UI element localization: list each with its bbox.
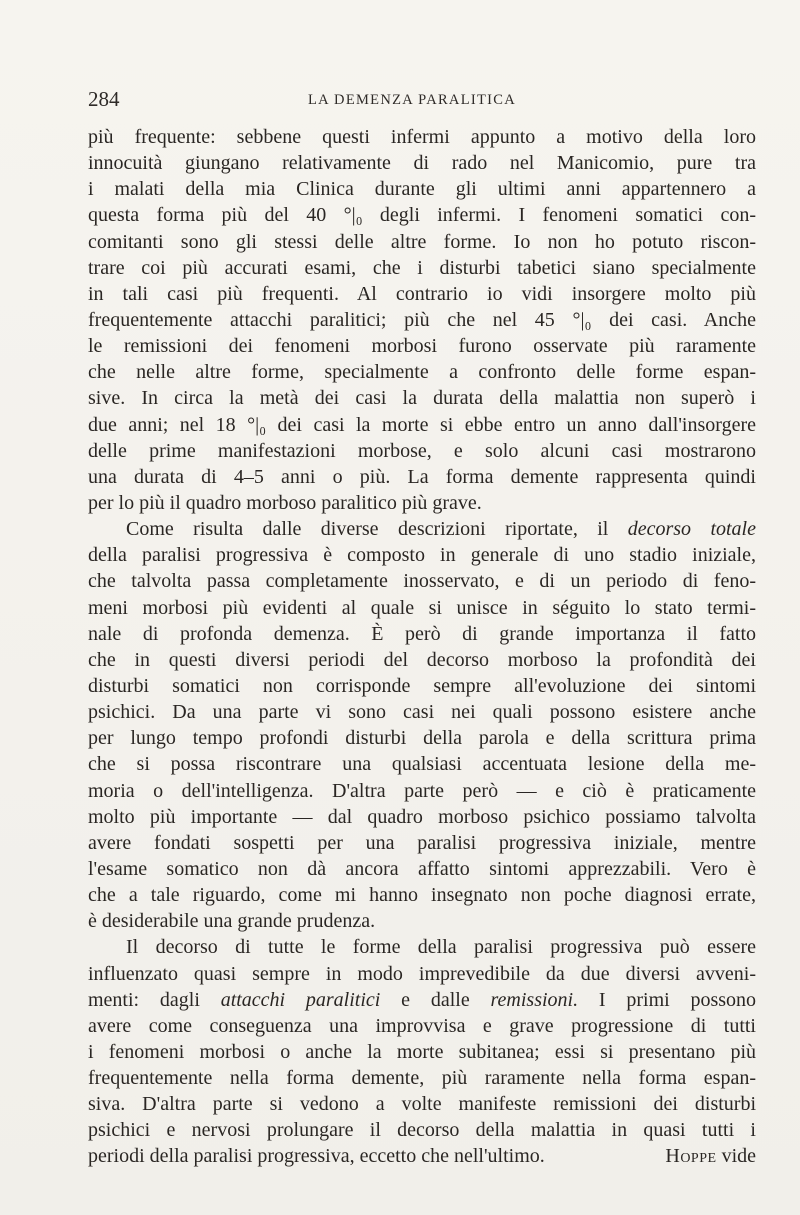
author-name: Hoppe <box>665 1145 717 1168</box>
text-line: è desiderabile una grande prudenza. <box>88 910 376 933</box>
text-run: I primi possono <box>598 988 757 1011</box>
text-line: Il decorso di tutte le forme della paralisi progressiva può essere <box>126 936 756 959</box>
text-line: frequentemente nella forma demente, più raramente nella forma espan- <box>88 1067 756 1090</box>
text-line: della paralisi progressiva è composto in generale di uno stadio iniziale, <box>88 544 756 567</box>
emphasis-remissioni: remissioni. <box>490 988 579 1011</box>
emphasis-attacchi-paralitici: attacchi paralitici <box>220 988 381 1011</box>
text-line: nale di profonda demenza. È però di grande importanza il fatto <box>88 622 756 645</box>
text-line: che nelle altre forme, specialmente a confronto delle forme espan- <box>88 361 756 384</box>
text-line: meni morbosi più evidenti al quale si unisce in séguito lo stato termi- <box>88 596 756 619</box>
text-line: i malati della mia Clinica durante gli ultimi anni appartennero a <box>88 178 756 201</box>
paragraph-3 <box>88 934 756 1169</box>
text-run: e dalle <box>401 988 470 1011</box>
text-line: moria o dell'intelligenza. D'altra parte però — e ciò è praticamente <box>88 779 756 802</box>
text-line: l'esame somatico non dà ancora affatto sintomi apprezzabili. Vero è <box>88 857 756 880</box>
text-line: più frequente: sebbene questi infermi appunto a motivo della loro <box>88 126 756 148</box>
emphasis-decorso-totale: decorso totale <box>627 518 756 541</box>
text-line: disturbi somatici non corrisponde sempre all'evoluzione dei sintomi <box>88 674 756 697</box>
text-line: psichici. Da una parte vi sono casi nei quali possono esistere anche <box>88 701 756 724</box>
text-line: psichici e nervosi prolungare il decorso della malattia in quasi tutti i <box>88 1119 756 1142</box>
text-line: per lo più il quadro morboso paralitico più grave. <box>88 491 482 514</box>
text-run: vide <box>721 1145 756 1168</box>
text-line <box>88 1143 756 1169</box>
text-line: frequentemente attacchi paralitici; più che nel 45 °|₀ dei casi. Anche <box>88 308 756 331</box>
text-run <box>665 1143 756 1169</box>
text-line: questa forma più del 40 °|₀ degli infermi. I fenomeni somatici con- <box>88 204 756 227</box>
text-line <box>88 516 756 542</box>
running-title: LA DEMENZA PARALITICA <box>308 92 517 108</box>
text-line: trare coi più accurati esami, che i disturbi tabetici siano specialmente <box>88 256 756 279</box>
text-line: influenzato quasi sempre in modo imprevedibile da due diversi avveni- <box>88 962 756 985</box>
page-header <box>88 87 756 111</box>
text-run: Come risulta dalle diverse descrizioni riportate, il <box>126 518 609 541</box>
text-line: molto più importante — dal quadro morboso psichico possiamo talvolta <box>88 805 756 828</box>
text-line: che in questi diversi periodi del decorso morboso la profondità dei <box>88 648 756 671</box>
text-line <box>88 987 756 1013</box>
text-line: innocuità giungano relativamente di rado nel Manicomio, pure tra <box>88 152 756 175</box>
text-line: avere come conseguenza una improvvisa e grave progressione di tutti <box>88 1014 756 1037</box>
text-line: per lungo tempo profondi disturbi della parola e della scrittura prima <box>88 727 756 750</box>
text-line: una durata di 4–5 anni o più. La forma demente rappresenta quindi <box>88 465 756 488</box>
text-line: sive. In circa la metà dei casi la durata della malattia non superò i <box>88 387 756 410</box>
text-line: le remissioni dei fenomeni morbosi furono osservate più raramente <box>88 335 756 358</box>
text-line: che si possa riscontrare una qualsiasi accentuata lesione della me- <box>88 753 756 776</box>
body-text <box>88 124 756 1170</box>
text-line: che a tale riguardo, come mi hanno insegnato non poche diagnosi errate, <box>88 884 756 907</box>
text-line: in tali casi più frequenti. Al contrario io vidi insorgere molto più <box>88 282 756 305</box>
text-run: periodi della paralisi progressiva, eccetto che nell'ultimo. <box>88 1145 545 1168</box>
text-line: che talvolta passa completamente inosservato, e di un periodo di feno- <box>88 570 756 593</box>
text-line: comitanti sono gli stessi delle altre forme. Io non ho potuto riscon- <box>88 230 756 253</box>
paragraph-2 <box>88 516 756 934</box>
text-run: menti: dagli <box>88 988 200 1011</box>
text-line: i fenomeni morbosi o anche la morte subitanea; essi si presentano più <box>88 1040 756 1063</box>
paragraph-1 <box>88 124 756 516</box>
text-line: avere fondati sospetti per una paralisi progressiva iniziale, mentre <box>88 831 756 854</box>
page-number: 284 <box>88 87 120 111</box>
text-line: siva. D'altra parte si vedono a volte manifeste remissioni dei disturbi <box>88 1093 756 1116</box>
text-line: due anni; nel 18 °|₀ dei casi la morte si ebbe entro un anno dall'insorgere <box>88 413 756 436</box>
text-line: delle prime manifestazioni morbose, e solo alcuni casi mostrarono <box>88 439 756 462</box>
